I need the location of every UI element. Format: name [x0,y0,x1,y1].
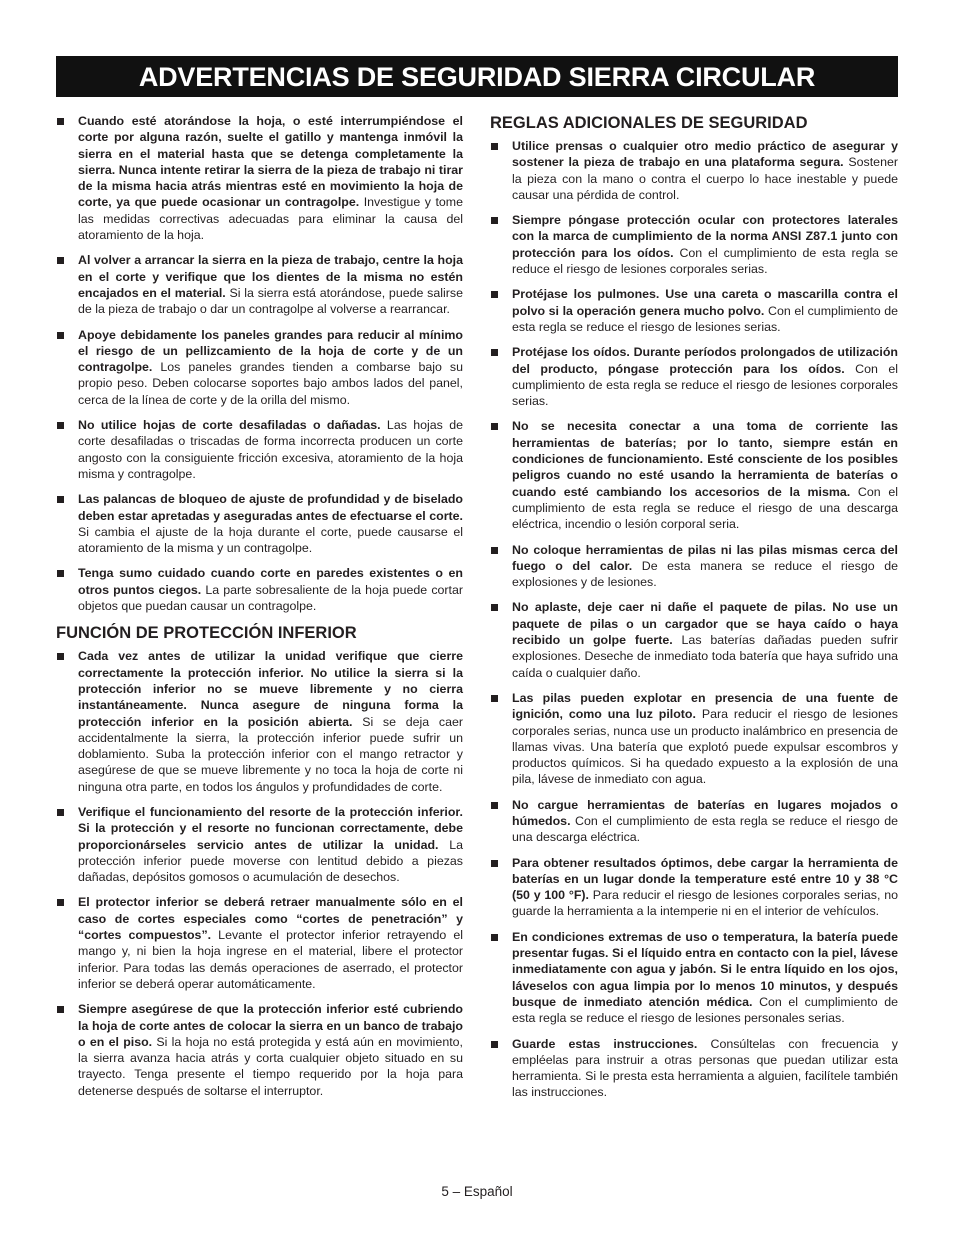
section-heading-additional-rules: REGLAS ADICIONALES DE SEGURIDAD [490,114,808,132]
list-item [56,648,463,795]
list-item [490,1036,898,1101]
item-text: Las baterías dañadas pueden sufrir explosiones. Deseche de inmediato toda batería que haya sufrido una caída o cualquier daño. [512,633,898,680]
list-item [490,212,898,277]
square-bullet-icon [491,1041,498,1048]
square-bullet-icon [491,547,498,554]
item-text: Levante el protector inferior retrayendo el mango y, ni bien la hoja ingrese en el material, libere el protector inferior. Para todas las demás operaciones de aserrado, el protector inferior se deberá operar automáticamente. [78,928,463,991]
item-text: De esta manera se reduce el riesgo de explosiones y de lesiones. [512,558,898,590]
square-bullet-icon [57,1006,64,1013]
list-item [56,417,463,482]
item-bold-text: Las palancas de bloqueo de ajuste de profundidad y de biselado deben estar apretadas y aseguradas antes de efectuarse el corte. [78,492,463,523]
item-text: Con el cumplimiento de esta regla se reduce el riesgo de lesiones corporales serias. [512,361,898,409]
list-item [490,286,898,335]
item-text: Los paneles grandes tienden a combarse bajo su propio peso. Deben colocarse soportes bajo ambos lados del panel, cerca de la línea de corte y de la orilla del mismo. [78,360,463,407]
list-item [56,804,463,885]
section-heading-lower-guard: FUNCIÓN DE PROTECCIÓN INFERIOR [56,624,357,643]
list-item [490,138,898,203]
square-bullet-icon [57,257,64,264]
item-bold-text: No se necesita conectar a una toma de corriente las herramientas de baterías; por lo tanto, siempre están en condiciones de funcionamiento. Esté consciente de los posibles peligros cuando no esté usando la herramienta de baterías o cuando esté cambiando los accesorios de la misma. [512,419,898,499]
square-bullet-icon [491,604,498,611]
item-text: Para reducir el riesgo de lesiones corporales serias, no guarde la herramienta a la intemperie ni en el interior de vehículos. [512,888,898,919]
item-bold-text: Cuando esté atorándose la hoja, o esté interrumpiéndose el corte por alguna razón, suelte el gatillo y mantenga inmóvil la sierra en el material hasta que se detenga completamente la sierra. Nunca intente retirar la sierra de la pieza de trabajo ni tirar de la misma hacia atrás mientras esté en movimiento la hoja de corte, ya que puede ocasionar un contragolpe. [78,114,463,210]
item-text: Para reducir el riesgo de lesiones corporales serias, nunca use un producto inalámbrico en presencia de llamas vivas. Una batería que explotó puede expulsar escombros y productos químicos. Si ha quedado expuesto a la explosión de una pila, lávese de inmediato con agua. [512,707,898,787]
square-bullet-icon [57,809,64,816]
item-bold-text: En condiciones extremas de uso o temperatura, la batería puede presentar fugas. Si el líquido entra en contacto con la piel, lávese inmediatamente con agua y jabón. Si le entra líquido en los ojos, láveselos con agua limpia por lo menos 10 minutos, y después busque de inmediato atención médica. [512,929,898,1009]
square-bullet-icon [57,332,64,339]
item-bold-text: El protector inferior se deberá retraer manualmente sólo en el caso de cortes especiales como “cortes de penetración” y “cortes compuestos”. [78,895,463,943]
list-item [490,418,898,532]
item-text: La protección inferior puede moverse con lentitud debido a piezas dañadas, depósitos gomosos o acumulación de desechos. [78,837,463,885]
list-item [56,1001,463,1099]
item-text: Si se deja caer accidentalmente la sierra, la protección inferior puede sufrir un doblamiento. Suba la protección inferior con el mango retractor y asegúrese de que se mueve libremente y no toca la hoja de corte ni ninguna otra parte, en todos los ángulos y profundidades de corte. [78,714,464,794]
item-bold-text: Las pilas pueden explotar en presencia de una fuente de ignición, como una luz piloto. [512,690,898,722]
square-bullet-icon [491,217,498,224]
square-bullet-icon [491,695,498,702]
lower-guard-list [56,648,463,1099]
square-bullet-icon [57,118,64,125]
list-item [56,327,463,408]
item-text: Si cambia el ajuste de la hoja durante el corte, puede causarse el atoramiento de la misma y un contragolpe. [78,524,463,556]
list-item [56,894,463,992]
item-bold-text: Verifique el funcionamiento del resorte de la protección inferior. Si la protección y el resorte no funcionan correctamente, debe proporcionárseles servicio antes de utilizar la unidad. [78,804,463,852]
list-item [490,344,898,409]
right-column [490,113,898,1110]
list-item [56,113,463,243]
warnings-list [56,113,463,614]
square-bullet-icon [57,653,64,660]
item-text: Sostener la pieza con la mano o contra el cuerpo lo hace inestable y puede causar una pérdida de control. [512,155,898,202]
item-bold-text: Guarde estas instrucciones. [512,1036,698,1051]
item-text: Si la sierra está atorándose, puede salirse de la pieza de trabajo o dar un contragolpe al volverse a rearrancar. [78,285,463,317]
list-item [56,252,463,317]
item-bold-text: Protéjase los pulmones. Use una careta o mascarilla contra el polvo si la operación genera mucho polvo. [512,287,898,318]
square-bullet-icon [57,496,64,503]
left-column [56,113,463,1108]
item-bold-text: No utilice hojas de corte desafiladas o dañadas. [78,418,381,433]
item-bold-text: Tenga sumo cuidado cuando corte en paredes existentes o en otros puntos ciegos. [78,566,463,597]
item-bold-text: Siempre asegúrese de que la protección inferior esté cubriendo la hoja de corte antes de colocar la sierra en un banco de trabajo o en el piso. [78,1002,463,1049]
item-bold-text: Cada vez antes de utilizar la unidad verifique que cierre correctamente la protección inferior. No utilice la sierra si la protección inferior no se mueve libremente y no cierra instantáneamente. Nunca asegure de ninguna forma la protección inferior en la posición abierta. [78,649,463,729]
item-text: Investigue y tome las medidas correctivas adecuadas para eliminar la causa del atoramiento de la hoja. [78,195,463,243]
item-text: Con el cumplimiento de esta regla se reduce el riesgo de una descarga eléctrica, incendio o lesión corporal seria. [512,484,898,532]
additional-rules-list [490,138,898,1101]
item-text: La parte sobresaliente de la hoja puede cortar objetos que puedan causar un contragolpe. [78,582,463,614]
item-text: Con el cumplimiento de esta regla se reduce el riesgo de lesiones corporales serias. [512,245,898,277]
item-bold-text: No coloque herramientas de pilas ni las pilas mismas cerca del fuego o del calor. [512,542,898,573]
list-item [490,929,898,1027]
item-bold-text: No aplaste, deje caer ni dañe el paquete de pilas. No use un paquete de pilas o un cargador que se haya caído o haya recibido un golpe fuerte. [512,600,898,648]
square-bullet-icon [57,422,64,429]
square-bullet-icon [491,349,498,356]
item-bold-text: Protéjase los oídos. Durante períodos prolongados de utilización del producto, póngase protección para los oídos. [512,345,898,376]
page-title: ADVERTENCIAS DE SEGURIDAD SIERRA CIRCULAR [56,56,898,97]
square-bullet-icon [491,860,498,867]
square-bullet-icon [491,291,498,298]
item-text: Con el cumplimiento de esta regla se reduce el riesgo de lesiones serias. [512,303,899,334]
item-bold-text: Utilice prensas o cualquier otro medio práctico de asegurar y sostener la pieza de trabajo en una plataforma segura. [512,139,898,170]
item-text: Si la hoja no está protegida y está aún en movimiento, la sierra avanza hacia atrás y corta cualquier objeto situado en su trayecto. Tenga presente el tiempo requerido por la hoja para detenerse después de soltarse el interruptor. [78,1034,463,1098]
item-text: Consúltelas con frecuencia y empléelas para instruir a otras personas que puedan utilizar esta herramienta. Si le presta esta herramienta a alguien, facilítele también las instrucciones. [512,1036,898,1100]
square-bullet-icon [57,570,64,577]
item-bold-text: Siempre póngase protección ocular con protectores laterales con la marca de cumplimiento de la norma ANSI Z87.1 junto con protección para los oídos. [512,213,898,260]
item-text: Las hojas de corte desafiladas o triscadas de forma incorrecta producen un corte angosto con la consiguiente fricción excesiva, atoramiento de la hoja misma y contragolpe. [78,418,463,481]
list-item [490,855,898,920]
list-item [490,599,898,680]
list-item [490,690,898,788]
page-footer: 5 – Español [441,1184,513,1199]
square-bullet-icon [491,802,498,809]
square-bullet-icon [491,143,498,150]
item-bold-text: No cargue herramientas de baterías en lugares mojados o húmedos. [512,797,898,828]
item-text: Con el cumplimiento de esta regla se reduce el riesgo de lesiones personales serias. [512,994,898,1026]
item-bold-text: Al volver a arrancar la sierra en la pieza de trabajo, centre la hoja en el corte y verifique que los dientes de la misma no estén encajados en el material. [78,253,463,300]
square-bullet-icon [491,934,498,941]
square-bullet-icon [491,423,498,430]
item-text: Con el cumplimiento de esta regla se reduce el riesgo de una descarga eléctrica. [512,813,898,845]
list-item [56,491,463,556]
list-item [490,797,898,846]
list-item [56,565,463,614]
item-bold-text: Para obtener resultados óptimos, debe cargar la herramienta de baterías en un lugar donde la temperature esté entre 10 y 38 °C (50 y 100 °F). [512,855,898,903]
list-item [490,542,898,591]
square-bullet-icon [57,899,64,906]
item-bold-text: Apoye debidamente los paneles grandes para reducir al mínimo el riesgo de un pellizcamiento de la hoja de corte y de un contragolpe. [78,327,463,375]
